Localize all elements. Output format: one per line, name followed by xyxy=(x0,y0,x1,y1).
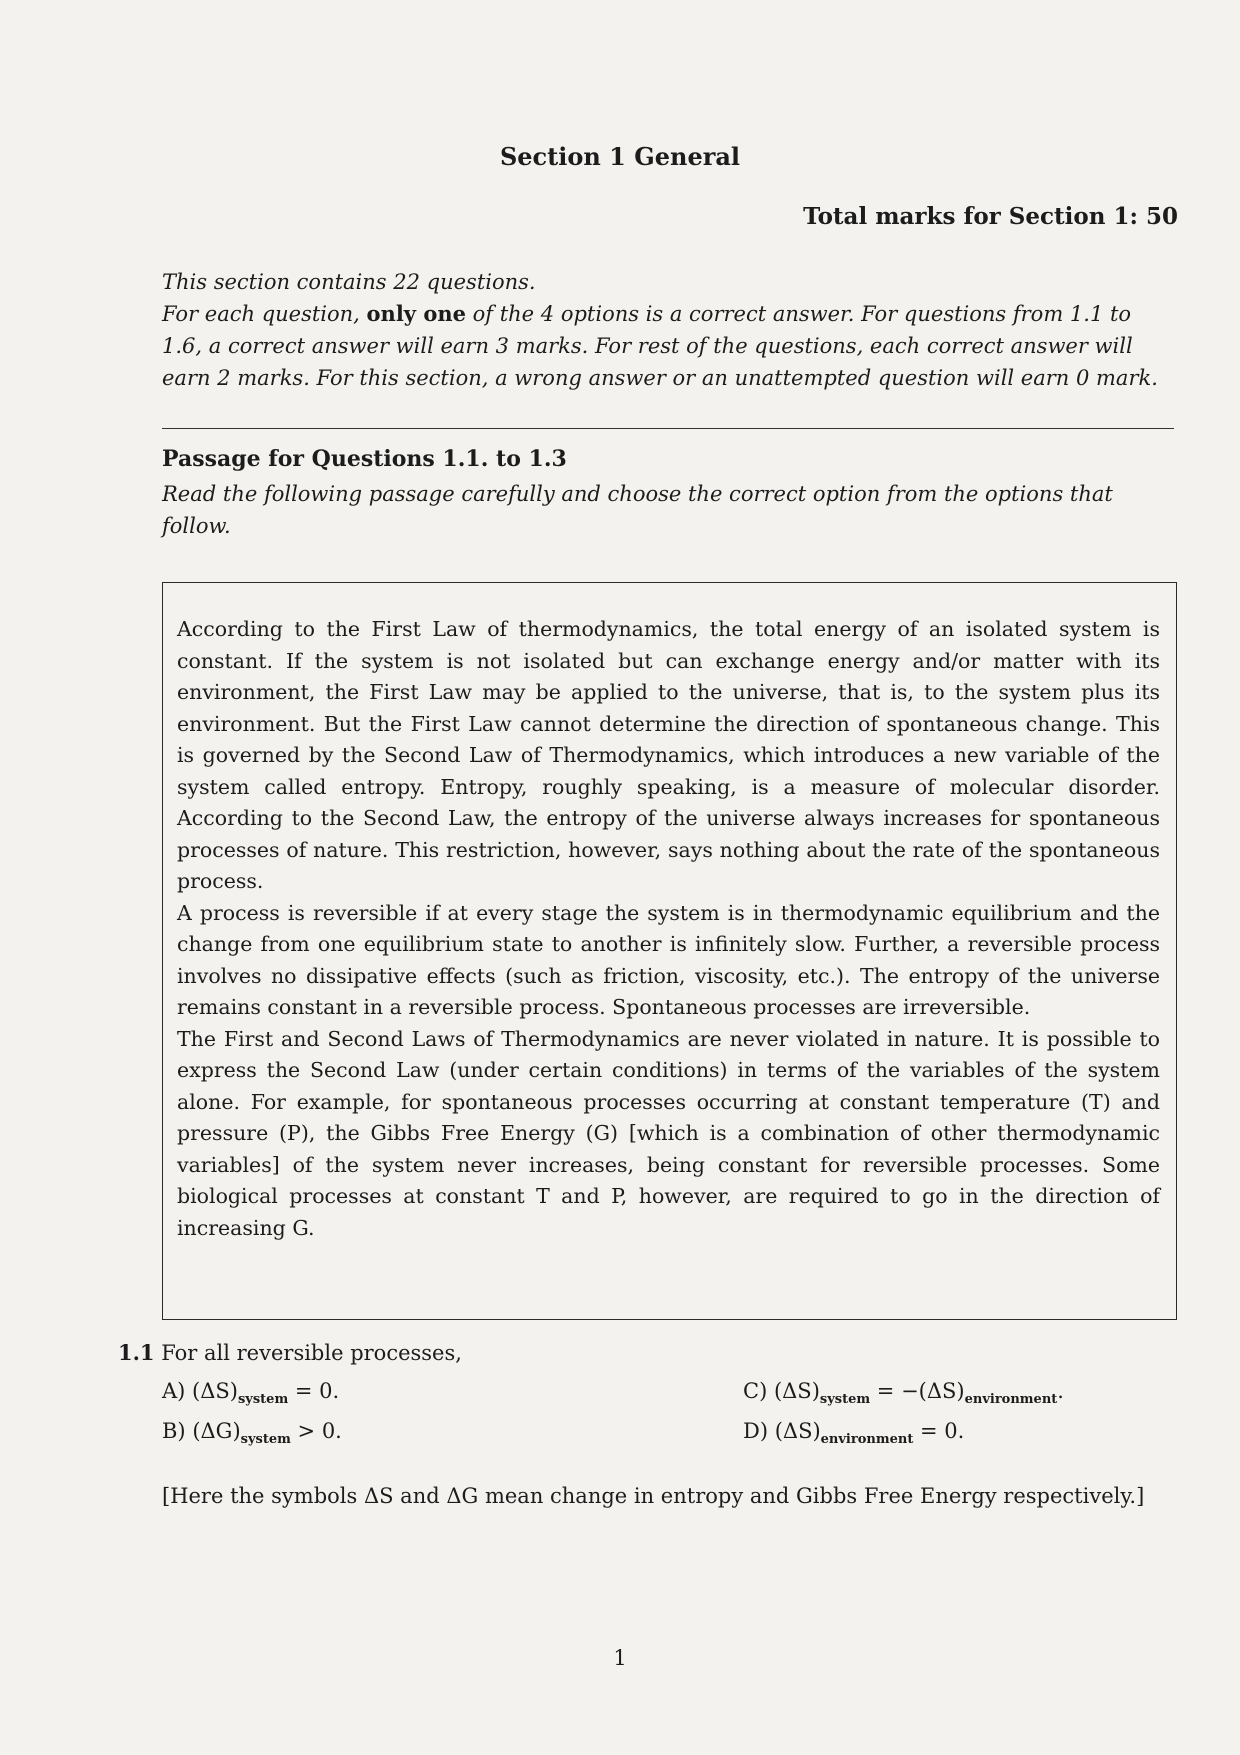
passage-heading: Passage for Questions 1.1. to 1.3 xyxy=(162,446,567,472)
option-a-lhs: (ΔS) xyxy=(192,1379,238,1403)
option-b-label: B) xyxy=(162,1419,186,1443)
instruction-emphasis: only one xyxy=(366,301,466,326)
page-number: 1 xyxy=(613,1646,627,1670)
option-d[interactable] xyxy=(743,1419,964,1447)
question-number: 1.1 xyxy=(118,1340,155,1365)
option-c-subscript-2: environment xyxy=(964,1392,1058,1408)
option-c-lhs: (ΔS) xyxy=(773,1379,820,1403)
option-a-subscript: system xyxy=(237,1392,289,1408)
passage-intro: Read the following passage carefully and choose the correct option from the options that follow. xyxy=(162,482,1113,538)
answer-options xyxy=(118,1373,1178,1457)
option-d-label: D) xyxy=(743,1419,769,1443)
option-c-rhs: . xyxy=(1057,1379,1064,1403)
section-title: Section 1 General xyxy=(499,142,741,171)
option-d-lhs: (ΔS) xyxy=(774,1419,821,1443)
option-b[interactable] xyxy=(162,1419,342,1447)
option-d-rhs: = 0. xyxy=(913,1419,965,1443)
option-c-subscript: system xyxy=(819,1392,871,1408)
option-c-label: C) xyxy=(743,1379,768,1403)
option-b-rhs: > 0. xyxy=(290,1419,342,1443)
instruction-text-post: of the 4 options is a correct answer. For questions from 1.1 to 1.6, a correct answer will earn 3 marks. For rest of the questions, each correct answer will earn 2 marks. For this section, a wrong answer or an unattempted question will earn 0 mark. xyxy=(162,302,1158,390)
option-b-lhs: (ΔG) xyxy=(192,1419,241,1443)
passage-paragraph-3: The First and Second Laws of Thermodynamics are never violated in nature. It is possible to express the Second Law (under certain conditions) in terms of the variables of the system alone. For example, for spontaneous processes occurring at constant temperature (T) and pressure (P), the Gibbs Free Energy (G) [which is a combination of other thermodynamic variables] of the system never increases, being constant for reversible processes. Some biological processes at constant T and P, however, are required to go in the direction of increasing G. xyxy=(177,1026,1160,1240)
option-a[interactable] xyxy=(162,1379,339,1407)
option-a-rhs: = 0. xyxy=(288,1379,340,1403)
passage-paragraph-1: According to the First Law of thermodynamics, the total energy of an isolated system is constant. If the system is not isolated but can exchange energy and/or matter with its environment, the First Law may be applied to the universe, that is, to the system plus its environment. But the First Law cannot determine the direction of spontaneous change. This is governed by the Second Law of Thermodynamics, which introduces a new variable of the system called entropy. Entropy, roughly speaking, is a measure of molecular disorder. According to the Second Law, the entropy of the universe always increases for spontaneous processes of nature. This restriction, however, says nothing about the rate of the spontaneous process. xyxy=(177,617,1160,893)
option-a-label: A) xyxy=(162,1379,186,1403)
option-b-subscript: system xyxy=(240,1432,291,1448)
option-d-subscript: environment xyxy=(820,1432,914,1448)
option-c[interactable] xyxy=(743,1379,1064,1407)
symbol-note: [Here the symbols ΔS and ΔG mean change in entropy and Gibbs Free Energy respectively.] xyxy=(162,1484,1145,1508)
total-marks: Total marks for Section 1: 50 xyxy=(803,203,1178,230)
instruction-marking-scheme xyxy=(162,298,1172,394)
question-stem xyxy=(118,1340,1178,1365)
passage-box xyxy=(162,582,1177,1320)
instruction-question-count: This section contains 22 questions. xyxy=(162,270,536,294)
section-instructions xyxy=(162,266,1172,394)
instruction-text-pre: For each question, xyxy=(162,302,367,326)
section-divider xyxy=(162,428,1174,429)
question-1-1 xyxy=(118,1340,1178,1457)
option-c-mid: = −(ΔS) xyxy=(870,1379,965,1403)
passage-paragraph-2: A process is reversible if at every stage the system is in thermodynamic equilibrium and the change from one equilibrium state to another is infinitely slow. Further, a reversible process involves no dissipative effects (such as friction, viscosity, etc.). The entropy of the universe remains constant in a reversible process. Spontaneous processes are irreversible. xyxy=(177,900,1160,1019)
question-text: For all reversible processes, xyxy=(161,1341,462,1365)
